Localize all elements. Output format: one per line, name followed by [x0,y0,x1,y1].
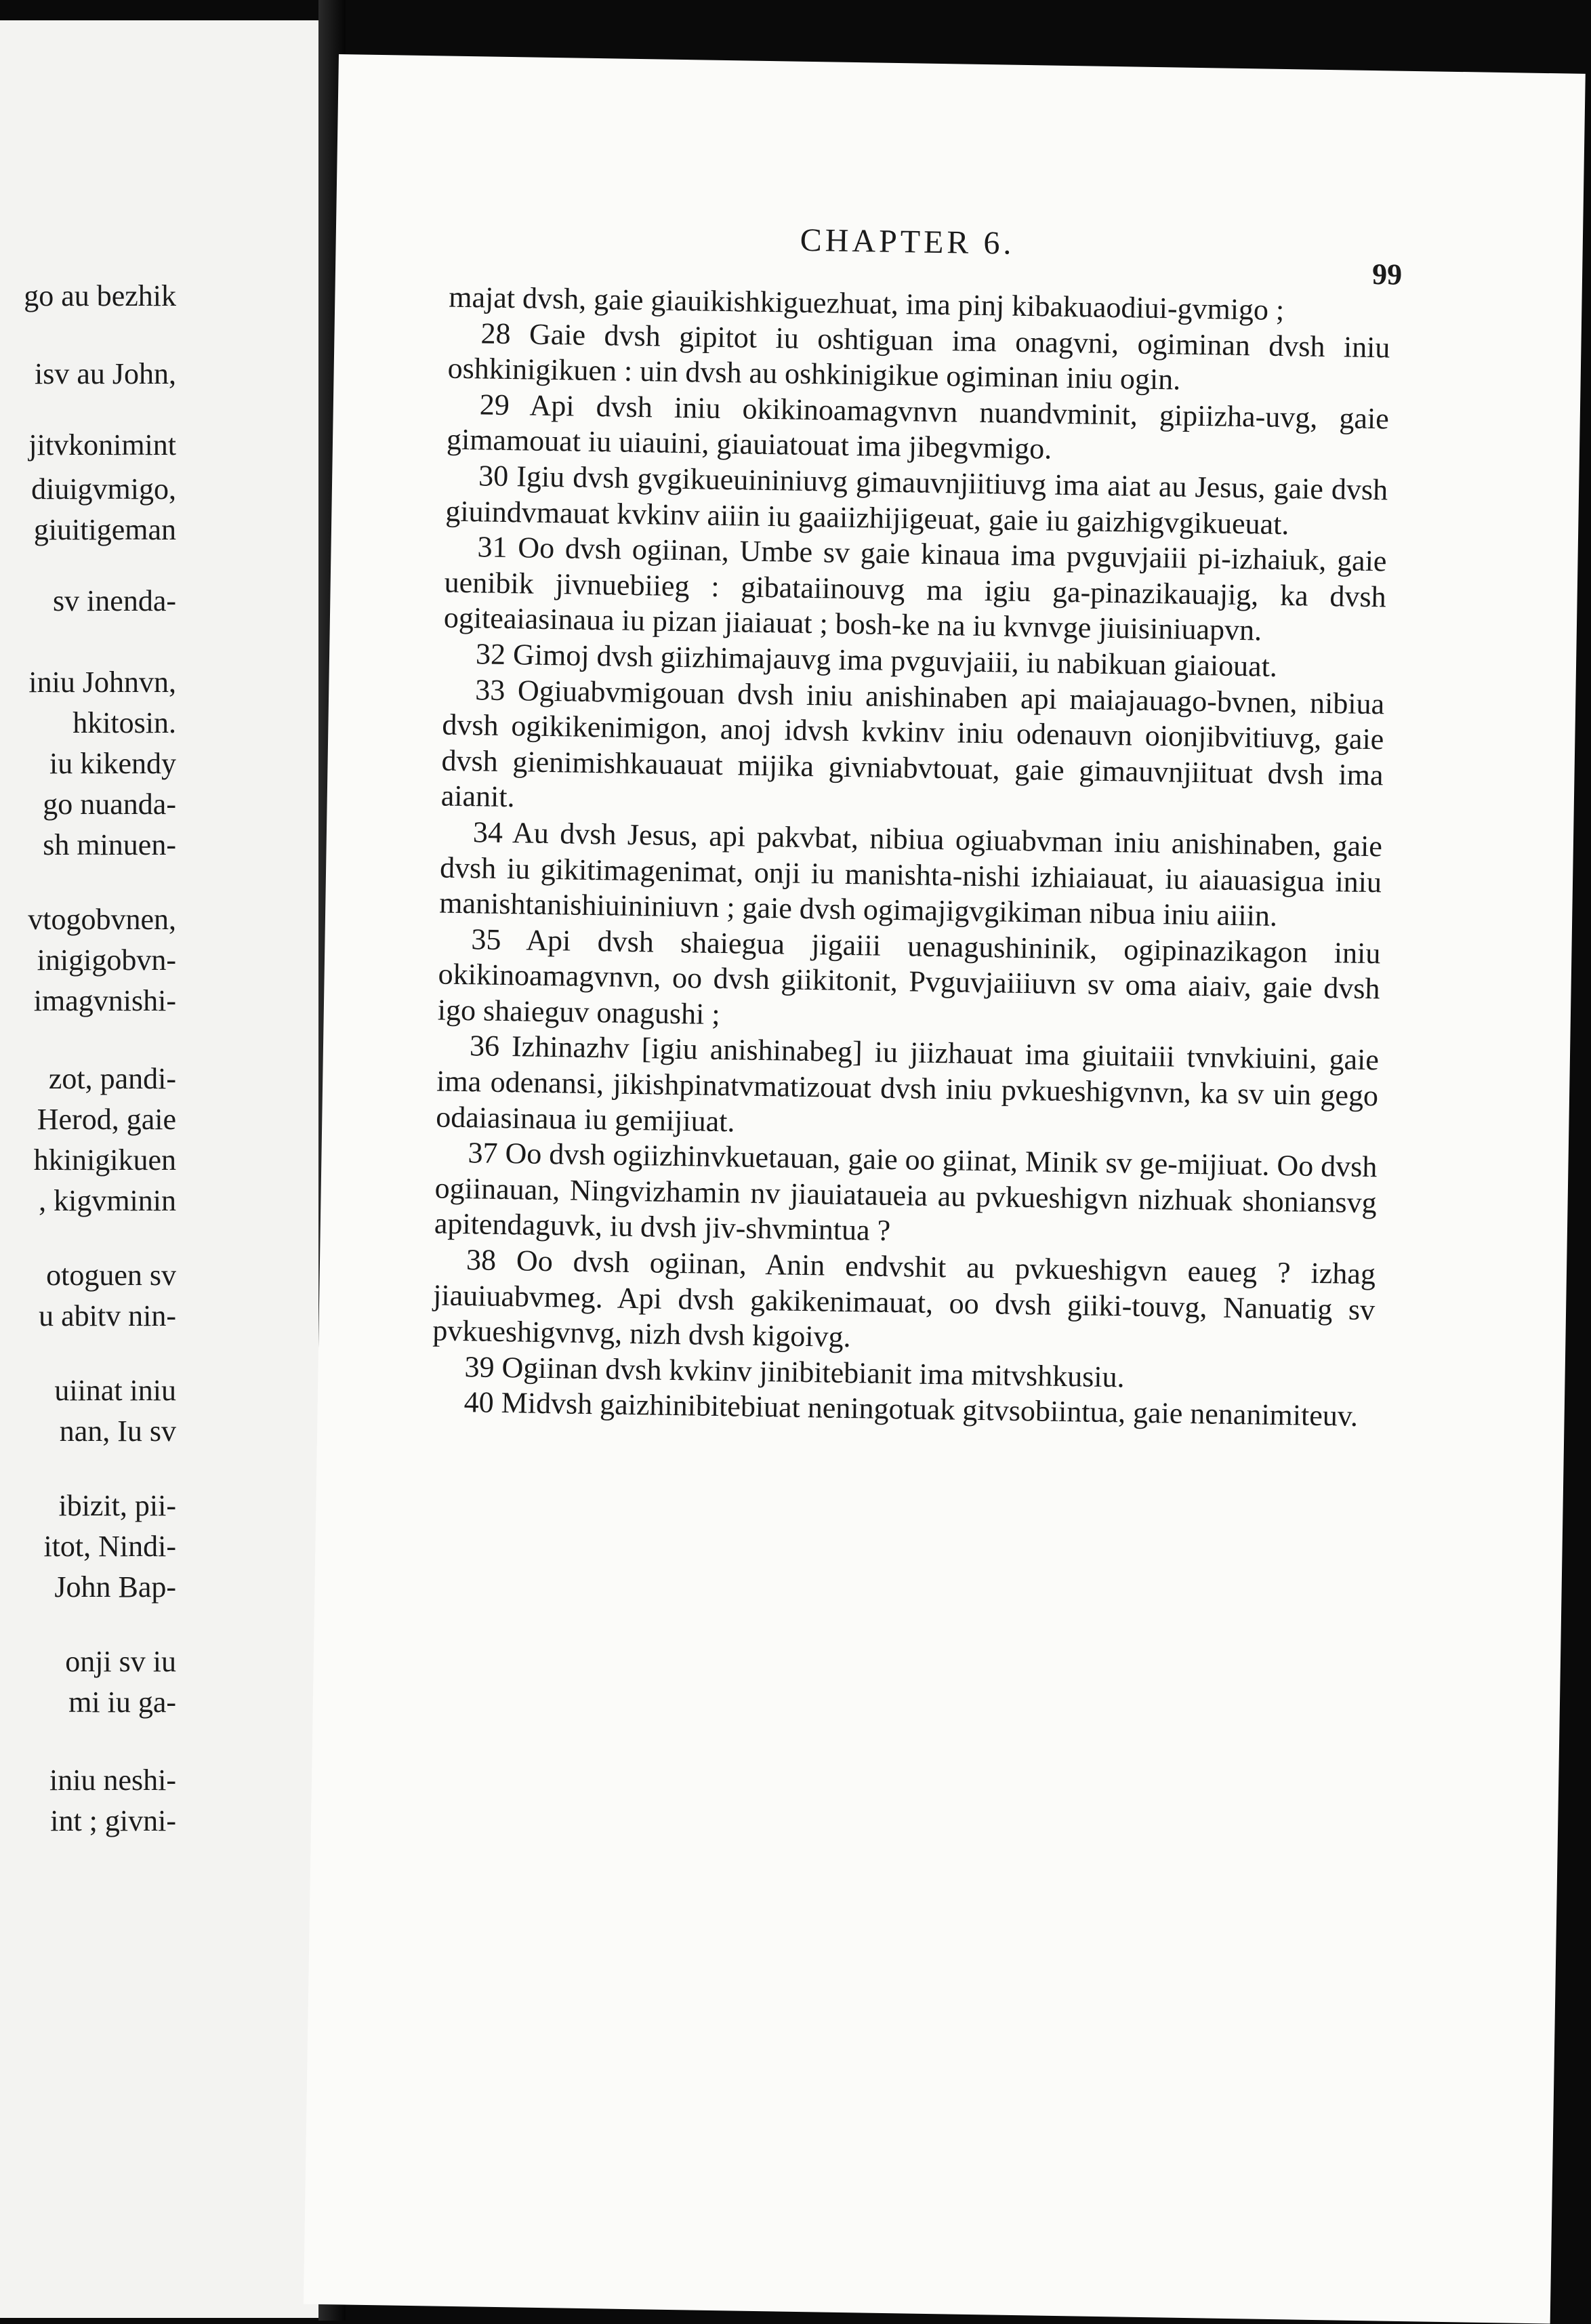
left-page-line: sh minuen- [43,828,176,861]
left-page-line: onji sv iu [65,1645,176,1678]
left-page-line: hkinigikuen [33,1143,176,1177]
left-page-line: , kigvminin [39,1184,176,1217]
page-number: 99 [1371,257,1403,291]
left-page-line: itot, Nindi- [43,1530,176,1563]
left-page-line: hkitosin. [73,706,176,739]
running-head: CHAPTER 6. [800,222,1015,262]
verse-paragraph: 31 Oo dvsh ogiinan, Umbe sv gaie kinaua ima pvguvjaiii pi-izhaiuk, gaie uenibik jivnuebiieg : gibataiinouvg ma igiu ga-pinazikauajig, ka dvsh ogiteaiasinaua iu pizan jiaiauat ; bosh-ke na iu kvnvge jiuisiniuapvn. [443,530,1387,647]
verse-paragraph: 28 Gaie dvsh gipitot iu oshtiguan ima onagvni, ogiminan dvsh iniu oshkinigikuen : uin dvsh au oshkinigikue ogiminan iniu ogin. [447,316,1390,396]
left-page-line: imagvnishi- [33,984,176,1017]
left-page-line: jitvkonimint [28,428,176,462]
verse-paragraph: 37 Oo dvsh ogiizhinvkuetauan, gaie oo giinat, Minik sv ge-mijiuat. Oo dvsh ogiinauan, Ningvizhamin nv jiauiataueia au pvkueshigvn nizhuak shoniansvg apitendaguvk, iu dvsh jiv-shvmintua ? [434,1136,1378,1248]
left-page-line: zot, pandi- [48,1062,176,1095]
left-page-line: u abitv nin- [39,1299,176,1332]
verse-paragraph: 34 Au dvsh Jesus, api pakvbat, nibiua ogiuabvman iniu anishinaben, gaie dvsh iu gikitimagenimat, onji iu manishta-nishi izhiaiauat, iu aiauasigua iniu manishtanishiuininiuvn ; gaie dvsh ogimajigvgikiman nibua iniu aiiin. [438,815,1383,933]
left-page-line: iniu neshi- [49,1764,176,1797]
left-page-line: nan, Iu sv [59,1414,176,1448]
left-page-line: go nuanda- [43,788,176,821]
left-page-line: vtogobvnen, [28,903,176,936]
verse-paragraph: 39 Ogiinan dvsh kvkinv jinibitebianit ima mitvshkusiu. [464,1349,1125,1394]
left-page-line: go au bezhik [24,279,176,312]
left-page-line: isv au John, [35,357,176,390]
left-page-line: Herod, gaie [37,1103,176,1136]
left-page-line: int ; givni- [50,1804,176,1837]
left-page-line: otoguen sv [46,1259,176,1292]
verse-paragraph: 30 Igiu dvsh gvgikueuininiuvg gimauvnjiitiuvg ima aiat au Jesus, gaie dvsh giuindvmauat kvkinv aiiin iu gaaiizhijigeuat, gaie iu gaizhigvgikueuat. [445,459,1388,541]
page-body-text [431,280,1390,1435]
left-page-line: iniu Johnvn, [28,666,176,699]
right-page [304,54,1586,2323]
left-page-line: sv inenda- [52,584,176,617]
continuation-paragraph: majat dvsh, gaie giauikishkiguezhuat, ima pinj kibakuaodiui-gvmigo ; [449,280,1285,327]
left-page-line: uiinat iniu [54,1374,176,1407]
left-page-line: inigigobvn- [37,943,176,977]
left-page-line: diuigvmigo, [31,472,176,506]
verse-paragraph: 36 Izhinazhv [igiu anishinabeg] iu jiizhauat ima giuitaiii tvnvkiuini, gaie ima odenansi, jikishpinatvmatizouat dvsh iniu pvkueshigvnvn, ka sv uin gego odaiasinaua iu gemijiuat. [436,1029,1380,1139]
left-page-line: giuitigeman [33,513,176,546]
left-page-line: iu kikendy [49,747,176,780]
left-page-text [0,20,176,2318]
verse-paragraph: 33 Ogiuabvmigouan dvsh iniu anishinaben api maiajauago-bvnen, nibiua dvsh ogikikenimigon, anoj idvsh kvkinv iniu odenauvn oionjibvitiuvg, gaie dvsh gienimishkauauat mijika givniabvtouat, gaie gimauvnjiituat dvsh ima aianit. [440,672,1385,814]
left-facing-page [0,20,318,2318]
left-page-line: mi iu ga- [68,1686,176,1719]
left-page-line: John Bap- [54,1570,176,1604]
verse-paragraph: 29 Api dvsh iniu okikinoamagvnvn nuandvminit, gipiizha-uvg, gaie gimamouat iu uiauini, giauiatouat ima jibegvmigo. [446,388,1390,466]
left-page-line: ibizit, pii- [58,1489,176,1522]
verse-paragraph: 35 Api dvsh shaiegua jigaiii uenagushininik, ogipinazikagon iniu okikinoamagvnvn, oo dvsh giikitonit, Pvguvjaiiiuvn sv oma aiaiv, gaie dvsh igo shaieguv onagushi ; [437,922,1381,1031]
verse-paragraph: 38 Oo dvsh ogiinan, Anin endvshit au pvkueshigvn eaueg ? izhag jiauiuabvmeg. Api dvsh gakikenimauat, oo dvsh giiki-touvg, Nanuatig sv pvkueshigvnvg, nizh dvsh kigoivg. [432,1243,1376,1354]
verse-paragraph: 40 Midvsh gaizhinibitebiuat neningotuak gitvsobiintua, gaie nenanimiteuv. [463,1385,1359,1433]
verse-paragraph: 32 Gimoj dvsh giizhimajauvg ima pvguvjaiii, iu nabikuan giaiouat. [475,637,1278,683]
